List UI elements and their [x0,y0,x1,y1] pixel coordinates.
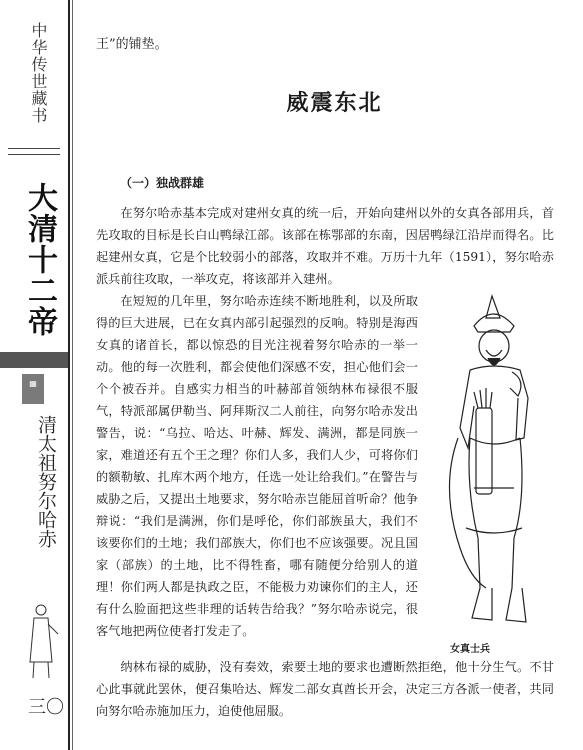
small-figure-illustration [22,600,60,680]
paragraph: 在短短的几年里，努尔哈赤连续不断地胜利，以及所取得的巨大进展，已在女真内部引起强烈的反响。特别是海西女真的诸首长，都以惊恐的目光注视着努尔哈赤的一举一动。他的每一次胜利，都会使他们深感不安，担心他们会一个个被吞并。自感实力相当的叶赫部首领纳林布禄很不服气，特派部属伊勒当、阿拜斯汉二人前往，向努尔哈赤发出警告，说：“乌拉、哈达、叶赫、辉发、满洲，都是同族一家，难道还有五个王之理？你们人多，我们人少，可将你们的额勒敏、扎库木两个地方，任选一处让给我们。”在警告与威胁之后，又提出土地要求，努尔哈赤岂能屈首听命？他争辩说：“我们是满洲，你们是呼伦，你们部族虽大，我们不该要你们的土地；我们部族大，你们也不应该强要。况且国家（部族）的土地，比不得牲畜，哪有随便分给别人的道理！你们两人都是执政之臣，不能极力劝谏你们的主人，还有什么脸面把这些非理的话转告给我？”努尔哈赤说完，很客气地把两位使者打发走了。 [96,294,418,638]
chapter-title: 清太祖努尔哈赤 [35,415,57,548]
paragraph: 在努尔哈赤基本完成对建州女真的统一后，开始向建州以外的女真各部用兵，首先攻取的目标是长白山鸭绿江部。该部在栋鄂部的东南，因居鸭绿江沿岸而得名。比起建州女真，它是个比较弱小的部落，攻取并不难。万历十九年（1591），努尔哈赤派兵前往攻取，一举攻克，将该部并入建州。 [96,206,554,286]
divider [8,148,60,149]
jurchen-soldier-illustration [430,288,556,638]
book-title: 大清十二帝 [22,182,57,337]
divider [8,154,60,155]
subsection-title: （一）独战群雄 [120,176,205,190]
section-title: 威震东北 [286,91,383,116]
paragraph: 纳林布禄的威胁，没有奏效，索要土地的要求也遭断然拒绝，他十分生气。不甘心此事就此罢休，便召集哈达、辉发二部女真酋长开会，决定三方各派一使者，共同向努尔哈赤施加压力，迫使他屈服。 [96,660,554,718]
series-title: 中华传世藏书 [29,22,48,124]
page-number: 三〇 [28,697,64,718]
figure-caption: 女真士兵 [450,644,490,655]
decorative-band [0,352,68,368]
continued-text: 王”的铺垫。 [96,37,168,52]
seal-stamp-icon: ▦ [22,374,44,404]
